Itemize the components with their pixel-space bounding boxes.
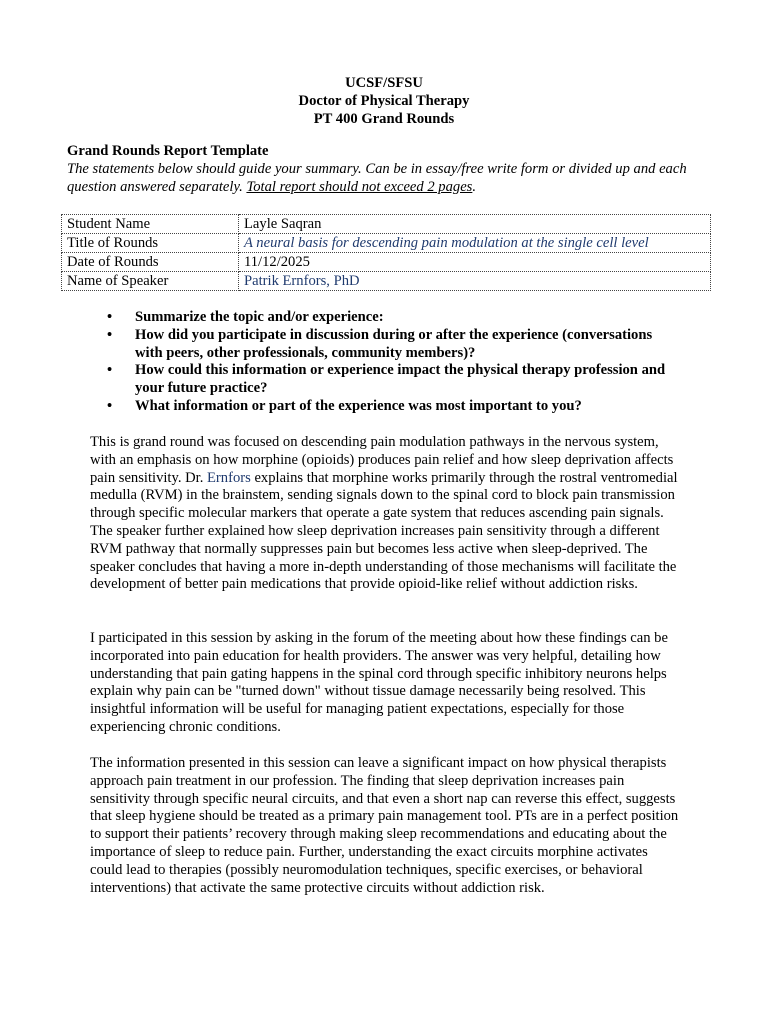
header-program: Doctor of Physical Therapy	[298, 92, 470, 109]
bullet-icon: •	[107, 362, 113, 379]
template-instructions: The statements below should guide your summary. Can be in essay/free write form or divided up and each question answered separately.	[67, 161, 687, 195]
guiding-questions-list	[107, 309, 677, 416]
rounds-info-table	[61, 214, 711, 291]
speaker-name-label: Name of Speaker	[62, 272, 239, 291]
header-institution: UCSF/SFSU	[345, 75, 423, 91]
impact-paragraph: The information presented in this session can leave a significant impact on how physical therapists approach pain treatment in our profession. The finding that sleep deprivation increases pain sensitivity through specific neural circuits, and that even a short nap can reverse this effect, suggests that sleep hygiene should be treated as a primary pain management tool. PTs are in a perfect position to support their patients’ recovery through making sleep recommendations and educating about the importance of sleep to reduce pain. Further, understanding the exact circuits morphine activates could lead to therapies (possibly neuromodulation techniques, specific exercises, or behavioral interventions) that activate the same protective circuits without addiction risk.	[90, 755, 679, 896]
template-description	[67, 161, 717, 197]
table-row	[62, 215, 711, 234]
summary-text-start: This is grand round was focused on descending pain modulation pathways in the nervous system, with an emphasis on how morphine (opioids) produces pain relief and how sleep deprivation affects pain sensitivity. Dr.	[90, 434, 674, 486]
template-title: Grand Rounds Report Template	[67, 143, 269, 159]
template-length-limit: Total report should not exceed 2 pages	[246, 178, 473, 195]
question-text: What information or part of the experience was most important to you?	[135, 397, 582, 414]
speaker-name-link: Ernfors	[207, 469, 251, 486]
student-name-value: Layle Saqran	[239, 215, 711, 234]
question-text: How did you participate in discussion during or after the experience (conversations with peers, other professionals, community members)?	[135, 326, 653, 361]
speaker-name-value: Patrik Ernfors, PhD	[239, 272, 711, 291]
header-course: PT 400 Grand Rounds	[313, 110, 455, 127]
document-header	[0, 75, 768, 128]
template-limit-period: .	[472, 178, 477, 195]
bullet-icon: •	[107, 309, 113, 325]
question-text: Summarize the topic and/or experience:	[135, 309, 384, 325]
participation-paragraph: I participated in this session by asking in the forum of the meeting about how these findings can be incorporated into pain education for health providers. The answer was very helpful, detailing how understanding that pain gating happens in the spinal cord through specific inhibitory neurons helps explain why pain can be "turned down" without tissue damage necessarily being resolved. This insightful information will be useful for managing patient expectations, especially for those experiencing chronic conditions.	[90, 630, 668, 735]
list-item	[107, 362, 677, 398]
summary-text-end: explains that morphine works primarily through the rostral ventromedial medulla (RVM) in the brainstem, sending signals down to the spinal cord to block pain transmission through specific molecular markers that operate a gate system that reduces ascending pain signals. The speaker further explained how sleep deprivation increases pain sensitivity through a different RVM pathway that normally suppresses pain but becomes less active when sleep-deprived. The speaker concludes that having a more in-depth understanding of those mechanisms will facilitate the development of better pain medications that provide opioid-like relief without addiction risks.	[90, 469, 678, 593]
bullet-icon: •	[107, 397, 113, 414]
table-row	[62, 272, 711, 291]
table-row	[62, 234, 711, 253]
rounds-title-label: Title of Rounds	[62, 234, 239, 253]
question-text: How could this information or experience impact the physical therapy profession and your future practice?	[135, 362, 666, 397]
table-row	[62, 253, 711, 272]
summary-paragraph	[90, 434, 680, 594]
bullet-icon: •	[107, 326, 113, 343]
list-item	[107, 309, 677, 327]
student-name-label: Student Name	[62, 215, 239, 234]
rounds-date-value: 11/12/2025	[239, 253, 711, 272]
list-item	[107, 398, 677, 416]
list-item	[107, 327, 677, 363]
rounds-title-value: A neural basis for descending pain modulation at the single cell level	[239, 234, 711, 253]
rounds-date-label: Date of Rounds	[62, 253, 239, 272]
